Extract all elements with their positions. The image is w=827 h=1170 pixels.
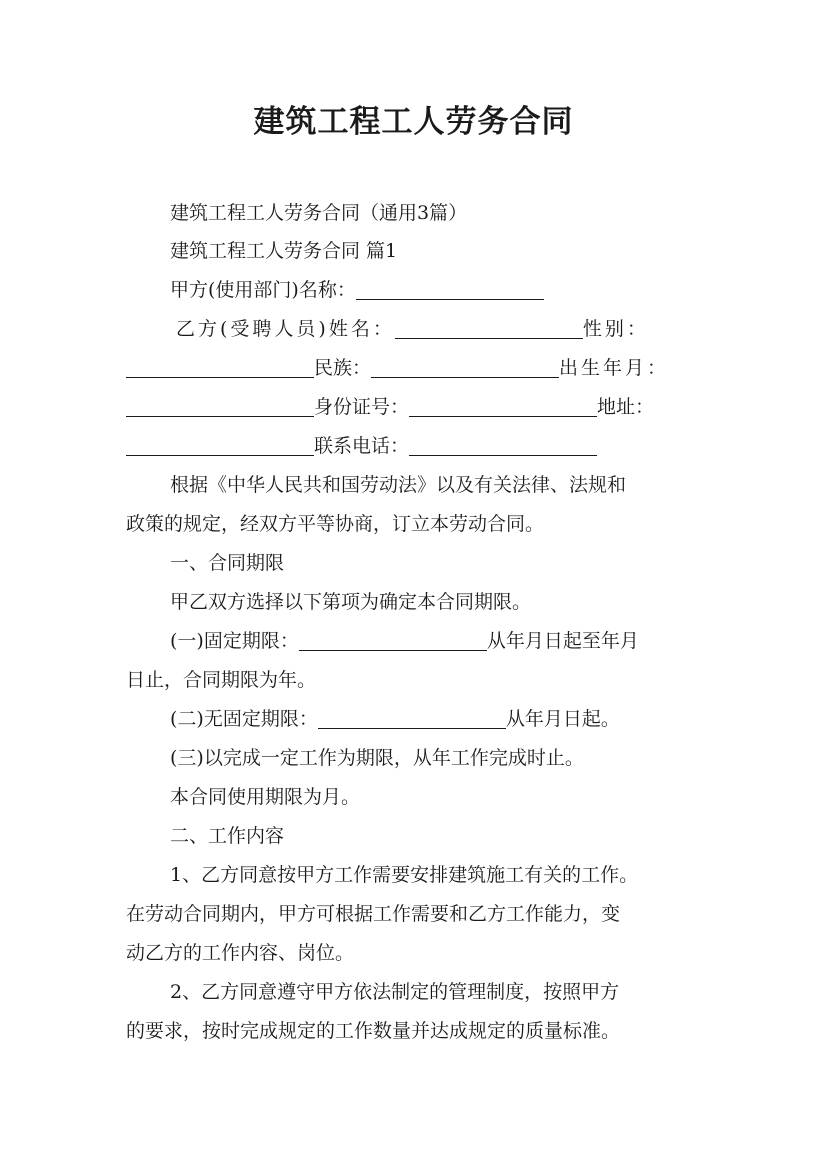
phone-line — [126, 431, 597, 461]
document-title: 建筑工程工人劳务合同 — [253, 104, 574, 140]
text: 日止，合同期限为年。 — [126, 669, 317, 691]
text: 根据《中华人民共和国劳动法》以及有关法律、法规和 — [170, 474, 627, 496]
text: 一、合同期限 — [170, 552, 285, 574]
ethnicity-label: 民族： — [314, 357, 372, 379]
paragraph-line — [170, 470, 626, 500]
id-label: 身份证号： — [314, 396, 410, 418]
fill-blank — [409, 396, 597, 417]
paragraph-line — [170, 860, 638, 890]
text: 1、乙方同意按甲方工作需要安排建筑施工有关的工作。 — [170, 864, 639, 886]
fill-blank — [371, 357, 559, 378]
fill-blank — [395, 318, 583, 339]
text: 二、工作内容 — [170, 825, 285, 847]
subtitle-line — [170, 198, 467, 228]
paragraph-line — [126, 1016, 620, 1046]
text: 从年月日起至年月 — [486, 630, 639, 652]
text: 的要求，按时完成规定的工作数量并达成规定的质量标准。 — [126, 1020, 621, 1042]
party-b-label: 乙方(受聘人员)姓名： — [176, 318, 395, 340]
paragraph-line — [126, 509, 544, 539]
paragraph-line — [126, 665, 316, 695]
paragraph-line — [170, 782, 360, 812]
open-term-line — [170, 704, 620, 734]
text: 2、乙方同意遵守甲方依法制定的管理制度，按照甲方 — [170, 981, 620, 1003]
paragraph-line — [170, 587, 531, 617]
birth-label: 出生年月： — [559, 357, 670, 379]
text: 动乙方的工作内容、岗位。 — [126, 942, 355, 964]
fill-blank — [126, 357, 314, 378]
text: 建筑工程工人劳务合同（通用3篇） — [170, 202, 468, 224]
paragraph-line — [126, 938, 354, 968]
text: 在劳动合同期内，甲方可根据工作需要和乙方工作能力，变 — [126, 903, 621, 925]
text: 本合同使用期限为月。 — [170, 786, 361, 808]
ethnicity-line — [126, 353, 669, 383]
fill-blank — [409, 435, 597, 456]
paragraph-line — [126, 899, 620, 929]
fixed-term-label: (一)固定期限： — [170, 630, 299, 652]
section-heading — [170, 821, 284, 851]
address-label: 地址： — [597, 396, 655, 418]
text: 政策的规定，经双方平等协商，订立本劳动合同。 — [126, 513, 545, 535]
fill-blank — [318, 708, 506, 729]
text: 从年月日起。 — [505, 708, 620, 730]
fixed-term-line — [170, 626, 639, 656]
fill-blank — [356, 279, 544, 300]
paragraph-line — [170, 743, 584, 773]
fill-blank — [126, 396, 314, 417]
open-term-label: (二)无固定期限： — [170, 708, 318, 730]
party-a-label: 甲方(使用部门)名称： — [170, 279, 356, 301]
text: 建筑工程工人劳务合同 篇1 — [170, 240, 398, 262]
section-heading — [170, 236, 397, 266]
party-b-line — [176, 314, 649, 344]
phone-label: 联系电话： — [314, 435, 410, 457]
party-a-line — [170, 275, 544, 305]
fill-blank — [299, 630, 487, 651]
text: 甲乙双方选择以下第项为确定本合同期限。 — [170, 591, 532, 613]
fill-blank — [126, 435, 314, 456]
section-heading — [170, 548, 284, 578]
text: (三)以完成一定工作为期限，从年工作完成时止。 — [170, 747, 584, 769]
paragraph-line — [170, 977, 619, 1007]
id-line — [126, 392, 654, 422]
gender-label: 性别： — [582, 318, 649, 340]
